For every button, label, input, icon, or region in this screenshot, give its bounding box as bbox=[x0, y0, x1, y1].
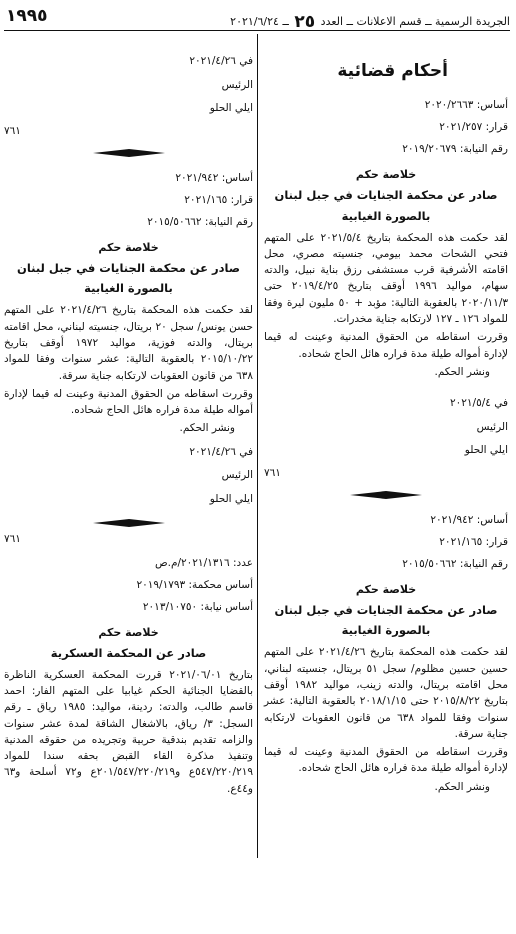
case3-verdict-text: لقد حكمت هذه المحكمة بتاريخ ٢٠٢١/٤/٢٦ على المتهم حسن يونس/ سجل ٢٠ بريتال، جنسيته لبناني، محل اقامته بريتال، والدته فوزية، مواليد ١٩٧٢ أوقف بتاريخ ٢٠١٥/١٠/٢٢ بالعقوبة التالية: عشر سنوات وفقا للمواد ٦٣٨ من قانون العقوبات لارتكابه جناية سرقة. bbox=[4, 304, 253, 382]
case1-decision: قرار: ٢٠٢١/٢٥٧ bbox=[439, 121, 508, 134]
top-sign-judge: ايلي الحلو bbox=[209, 102, 253, 115]
case3-basis: أساس: ٢٠٢١/٩٤٢ bbox=[175, 172, 253, 185]
header-title bbox=[230, 10, 510, 30]
case1-prosecution: رقم النيابة: ٢٠١٩/٢٠٦٧٩ bbox=[402, 143, 508, 156]
page-number: ١٩٩٥ bbox=[6, 6, 48, 26]
case4-court bbox=[4, 643, 253, 663]
case4-verdict-text: بتاريخ ٢٠٢١/٠٦/٠١ قررت المحكمة العسكرية الناظرة بالقضايا الجنائية الحكم غيابيا على المتهم الفار: احمد قاسم طالب، والدته: ردينة، مواليد: ١٩٨٥ رياق ـ رقم السجل: ٣/ رياق، بالاشغال الشاقة لمدة عشر سنوات والزامه تقديم بندقية حربية وتجريده من حقوقه المدنية وتنفيذ مذكرة القاء القبض بحقه سندا للمواد ٥٤٧/٢٢٠/٢١٩ع و٢٠١/٥٤٧/٢٢٠/٢١٩ع و٧٢ أسلحة و٦٣ و٤٤ع. bbox=[4, 668, 254, 795]
case3-summary-heading: خلاصة حكم bbox=[98, 241, 159, 255]
case1-asset-text: وقررت اسقاطه من الحقوق المدنية وعينت له قيما لإدارة أمواله طيلة مدة فراره هائل الحاج شحاده. bbox=[264, 331, 508, 360]
issue-number: ٢٥ bbox=[294, 12, 316, 32]
case2-publish: ونشر الحكم. bbox=[434, 780, 490, 793]
case3-references bbox=[4, 167, 253, 233]
case3-judge: ايلي الحلو bbox=[209, 492, 253, 505]
case4-court-basis: أساس محكمة: ٢٠١٩/١٧٩٣ bbox=[136, 578, 253, 591]
top-sign-president: الرئيس bbox=[221, 78, 253, 91]
case1-references bbox=[264, 94, 508, 160]
separator-ornament bbox=[93, 519, 165, 527]
case4-number: عدد: ٢٠٢١/١٣١٦/م.ص bbox=[154, 556, 253, 569]
top-ref-number-text: ٧٦١ bbox=[4, 124, 21, 137]
case4-court-line1: صادر عن المحكمة العسكرية bbox=[50, 645, 207, 660]
case2-court bbox=[264, 600, 508, 640]
case2-court-line1: صادر عن محكمة الجنايات في جبل لبنان bbox=[274, 603, 498, 618]
case3-court bbox=[4, 258, 253, 298]
header-title-start: الجريدة الرسمية ــ قسم الاعلانات ــ العدد bbox=[320, 15, 510, 28]
separator-ornament bbox=[350, 491, 422, 499]
case1-ref-number-text: ٧٦١ bbox=[264, 466, 281, 479]
case3-ref-number bbox=[4, 531, 253, 547]
case2-basis: أساس: ٢٠٢١/٩٤٢ bbox=[430, 514, 508, 527]
case1-court bbox=[264, 185, 508, 225]
case1-verdict-text: لقد حكمت هذه المحكمة بتاريخ ٢٠٢١/٥/٤ على المتهم فتحي الشحات محمد بيومي، جنسيته مصري، محل اقامته الأشرفية قرب مستشفى رزق بناية نبيل، والدته سهام، مواليد ١٩٩٦ أوقف بتاريخ ٢٠١٩/٤/٢٥ حتى ٢٠٢٠/١١/٣ بالعقوبة التالية: مؤبد + ٥٠ مليون ليرة وفقا للمواد ١٢٦ ـ ١٢٧ لارتكابه جناية مخدرات. bbox=[264, 231, 509, 325]
case3-president: الرئيس bbox=[221, 469, 253, 482]
case2-court-line2: بالصورة الغيابية bbox=[341, 623, 431, 638]
case2-decision: قرار: ٢٠٢١/١٦٥ bbox=[439, 536, 508, 549]
case2-prosecution: رقم النيابة: ٢٠١٥/٥٠٦٦٢ bbox=[402, 558, 508, 571]
case3-court-line2: بالصورة الغيابية bbox=[84, 281, 173, 296]
case1-ref-number bbox=[264, 465, 508, 481]
header-title-end: ــ ٢٠٢١/٦/٢٤ bbox=[230, 15, 289, 28]
column-divider bbox=[257, 34, 258, 858]
case3-decision: قرار: ٢٠٢١/١٦٥ bbox=[184, 194, 253, 207]
case3-date: في ٢٠٢١/٤/٢٦ bbox=[189, 445, 253, 458]
separator-ornament bbox=[93, 149, 165, 157]
case3-court-line1: صادر عن محكمة الجنايات في جبل لبنان bbox=[17, 261, 240, 276]
left-column bbox=[4, 34, 253, 797]
case4-prosecution-basis: أساس نيابة: ٢٠١٣/١٠٧٥٠ bbox=[142, 600, 253, 613]
case1-basis: أساس: ٢٠٢٠/٢٦٦٣ bbox=[424, 99, 508, 112]
top-sign-date: في ٢٠٢١/٤/٢٦ bbox=[189, 55, 253, 67]
case1-court-line2: بالصورة الغيابية bbox=[341, 208, 431, 223]
top-signature bbox=[4, 50, 253, 139]
case1-president: الرئيس bbox=[476, 420, 508, 433]
case3-publish: ونشر الحكم. bbox=[179, 422, 235, 435]
case4-references bbox=[4, 552, 253, 618]
top-ref-number bbox=[4, 123, 253, 139]
case1-publish: ونشر الحكم. bbox=[434, 365, 490, 378]
case4-summary-heading: خلاصة حكم bbox=[98, 625, 159, 639]
case3-asset-text: وقررت اسقاطه من الحقوق المدنية وعينت له قيما لإدارة أمواله طيلة مدة فراره هائل الحاج شحاده. bbox=[4, 387, 253, 417]
case1-judge: ايلي الحلو bbox=[464, 444, 508, 457]
section-title: أحكام قضائية bbox=[337, 61, 448, 81]
case3-signature bbox=[4, 441, 253, 512]
case3-ref-number-text: ٧٦١ bbox=[4, 533, 21, 546]
case3-prosecution: رقم النيابة: ٢٠١٥/٥٠٦٦٢ bbox=[147, 216, 253, 229]
case1-court-line1: صادر عن محكمة الجنايات في جبل لبنان bbox=[274, 188, 498, 203]
case2-asset-text: وقررت اسقاطه من الحقوق المدنية وعينت له قيما لإدارة أمواله طيلة مدة فراره هائل الحاج شحاده. bbox=[264, 746, 508, 775]
case2-summary-heading: خلاصة حكم bbox=[355, 583, 417, 597]
case2-references bbox=[264, 509, 508, 575]
right-column bbox=[264, 40, 508, 807]
case1-signature bbox=[264, 392, 508, 481]
case1-summary-heading: خلاصة حكم bbox=[355, 168, 417, 182]
case1-date: في ٢٠٢١/٥/٤ bbox=[449, 397, 508, 410]
page-header bbox=[4, 4, 510, 31]
case2-verdict-text: لقد حكمت هذه المحكمة بتاريخ ٢٠٢١/٤/٢٦ على المتهم حسين حسين مظلوم/ سجل ٥١ بريتال، جنسيته لبناني، محل اقامته بريتال، والدته زينب، مواليد ١٩٨٢ أوقف بتاريخ ٢٠١٥/٨/٢٢ حتى ٢٠١٨/١/١٥ بالعقوبة التالية: عشر سنوات وفقا للمواد ٦٣٨ من قانون العقوبات لارتكابه جناية سرقة. bbox=[264, 646, 509, 740]
